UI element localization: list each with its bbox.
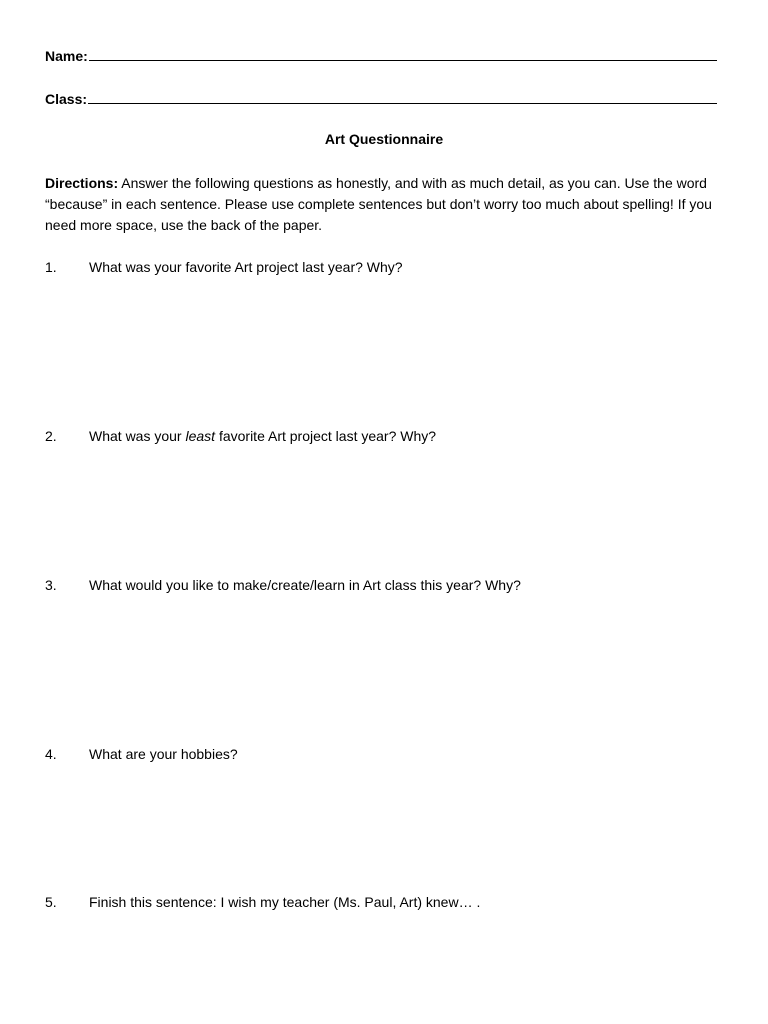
question-number: 1. <box>45 259 57 275</box>
question-text: What was your favorite Art project last year? Why? <box>89 259 403 275</box>
question-number: 5. <box>45 894 57 910</box>
question-text: What are your hobbies? <box>89 746 238 762</box>
name-blank-line[interactable] <box>89 46 717 61</box>
question-2 <box>45 428 725 444</box>
page-title: Art Questionnaire <box>324 131 444 147</box>
question-number: 3. <box>45 577 57 593</box>
question-number: 2. <box>45 428 57 444</box>
question-text-after: favorite Art project last year? Why? <box>215 428 437 444</box>
question-text <box>89 428 436 444</box>
name-field[interactable] <box>45 46 717 64</box>
question-3 <box>45 577 725 593</box>
question-4 <box>45 746 725 762</box>
question-emphasis: least <box>185 428 216 444</box>
question-number: 4. <box>45 746 57 762</box>
question-1 <box>45 259 725 275</box>
directions-label: Directions: <box>45 175 119 191</box>
directions-paragraph <box>45 173 725 236</box>
class-field[interactable] <box>45 89 717 107</box>
question-5 <box>45 894 725 910</box>
question-text-before: What was your <box>89 428 186 444</box>
name-label: Name: <box>45 48 88 64</box>
question-text: What would you like to make/create/learn in Art class this year? Why? <box>89 577 521 593</box>
question-text: Finish this sentence: I wish my teacher (Ms. Paul, Art) knew… . <box>89 894 481 910</box>
class-label: Class: <box>45 91 88 107</box>
class-blank-line[interactable] <box>88 89 717 104</box>
directions-text: Answer the following questions as honestly, and with as much detail, as you can. Use the word “because” in each sentence. Please use complete sentences but don’t worry too much about spelling! If you need more space, use the back of the paper. <box>45 175 712 233</box>
